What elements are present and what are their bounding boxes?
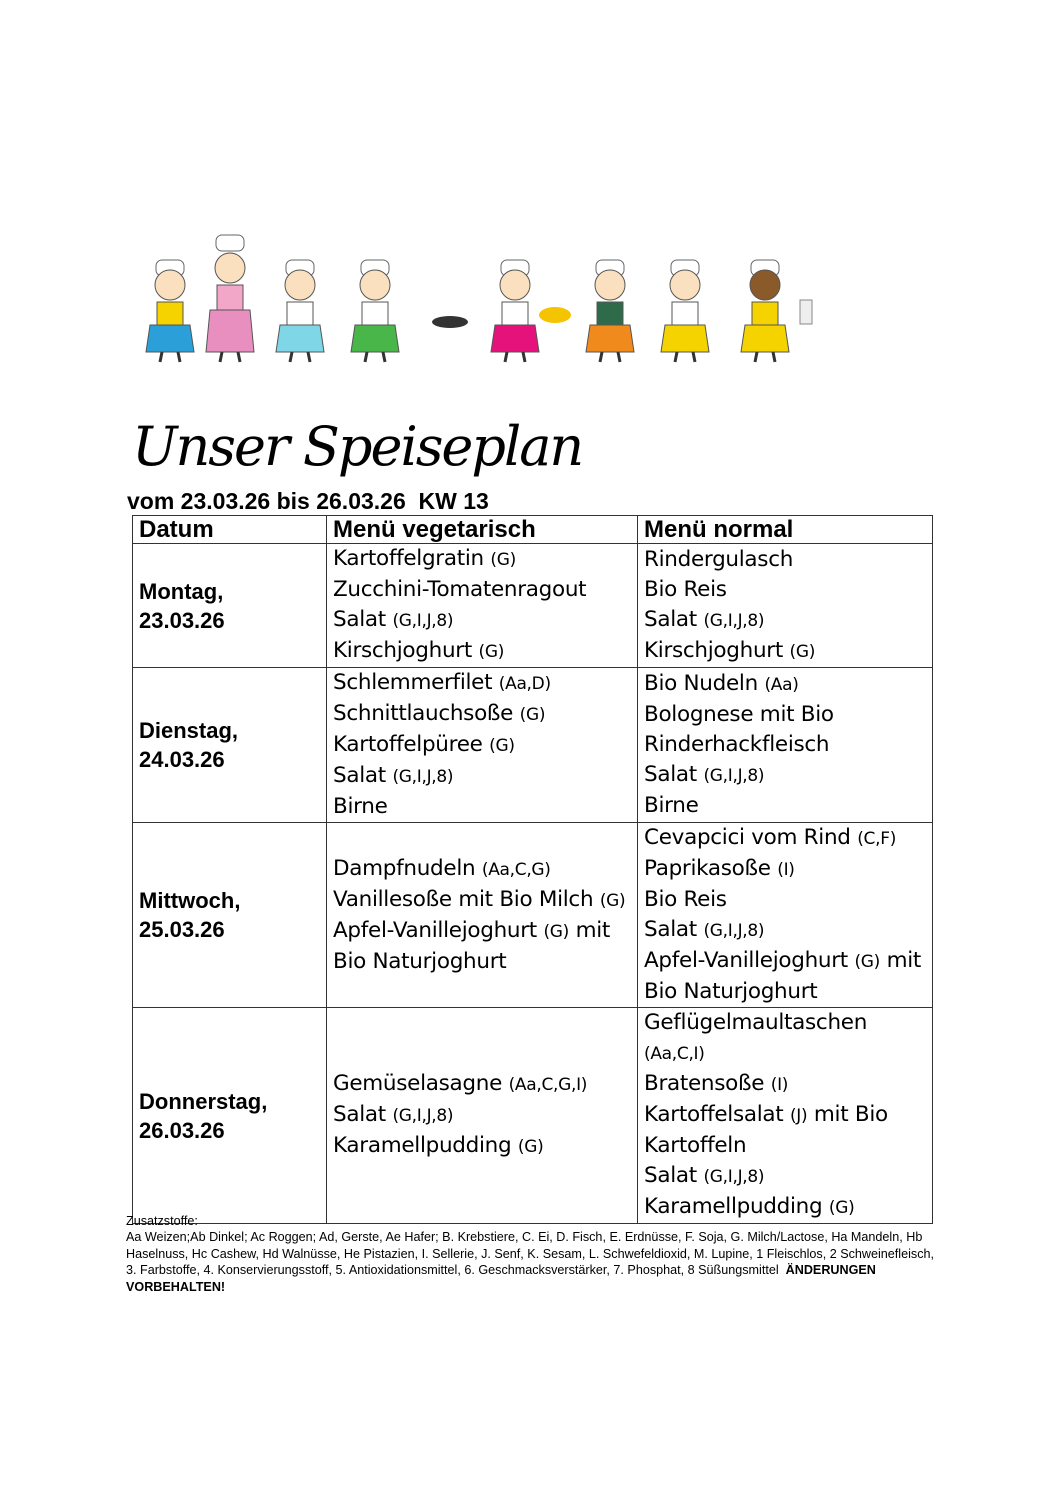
allergen-codes: (G,I,J,8) (392, 1106, 454, 1126)
dish-name: Salat (644, 606, 697, 632)
footnote-notice: ÄNDERUNGEN VORBEHALTEN! (126, 1263, 876, 1294)
menu-item (333, 854, 631, 885)
menu-item (644, 760, 926, 791)
menu-item (644, 885, 926, 915)
allergen-codes: (G) (489, 736, 515, 756)
menu-item (644, 700, 926, 730)
allergen-codes: (Aa,C,I) (644, 1044, 705, 1064)
menu-item (333, 636, 631, 667)
menu-item (333, 761, 631, 792)
allergen-codes: (G) (828, 1198, 855, 1218)
additives-footnote (126, 1213, 936, 1295)
menu-item (644, 545, 926, 575)
normal-menu-cell (638, 668, 933, 823)
dish-name: Bio Nudeln (644, 671, 758, 696)
dish-suffix: mit Bio Kartoffeln (644, 1102, 888, 1158)
footnote-heading: Zusatzstoffe: (126, 1214, 198, 1228)
header-date: Datum (133, 516, 327, 544)
normal-menu-cell (638, 1008, 933, 1224)
allergen-codes: (Aa) (764, 675, 799, 695)
menu-item (644, 823, 926, 854)
day-cell (133, 1008, 327, 1224)
dish-name: Geflügelmaultaschen (644, 1010, 868, 1035)
menu-item (644, 605, 926, 636)
day-cell (133, 823, 327, 1008)
chef-kid (146, 260, 194, 362)
chef-kid (206, 235, 254, 362)
chef-kid (276, 260, 324, 362)
chef-kid (586, 260, 634, 362)
table-header-row (133, 516, 933, 544)
menu-item (644, 575, 926, 605)
day-date: 23.03.26 (139, 607, 225, 633)
day-name: Donnerstag, (139, 1088, 268, 1114)
day-date: 26.03.26 (139, 1117, 225, 1143)
normal-menu-cell (638, 823, 933, 1008)
allergen-codes: (Aa,C,G) (481, 859, 551, 880)
vegetarian-menu-cell (327, 544, 638, 668)
normal-menu-cell (638, 544, 933, 668)
dish-name: Bio Reis (644, 576, 727, 602)
table-row (133, 668, 933, 823)
dish-name: Schlemmerfilet (333, 670, 493, 695)
day-cell (133, 544, 327, 668)
menu-item (644, 1100, 926, 1161)
allergen-codes: (G) (789, 641, 816, 662)
cooking-kids-illustration (130, 230, 830, 370)
dish-name: Kartoffelsalat (644, 1102, 784, 1127)
dish-name: Gemüselasagne (333, 1071, 503, 1096)
allergen-codes: (G,I,J,8) (392, 611, 454, 631)
dish-name: Zucchini-Tomatenragout (333, 577, 587, 602)
dish-suffix: mit Bio Naturjoghurt (333, 917, 611, 974)
menu-item (333, 1100, 631, 1131)
menu-item (333, 699, 631, 730)
day-name: Dienstag, (139, 718, 239, 743)
dish-name: Salat (333, 763, 386, 788)
dish-name: Salat (333, 607, 386, 632)
allergen-codes: (I) (770, 1075, 789, 1095)
menu-item (644, 854, 926, 885)
menu-item (644, 636, 926, 667)
vegetarian-menu-cell (327, 668, 638, 823)
allergen-codes: (G) (478, 642, 505, 662)
allergen-codes: (G,I,J,8) (703, 1167, 765, 1187)
allergen-codes: (G) (519, 705, 546, 725)
dish-name: Kirschjoghurt (644, 637, 783, 663)
allergen-codes: (J) (789, 1106, 808, 1126)
frying-pan-icon (432, 316, 468, 328)
header-vegetarian: Menü vegetarisch (327, 516, 638, 544)
dish-name: Salat (644, 762, 697, 787)
dish-name: Kirschjoghurt (333, 638, 472, 663)
dish-name: Salat (333, 1102, 386, 1127)
header-normal: Menü normal (638, 516, 933, 544)
dish-name: Dampfnudeln (333, 855, 476, 881)
chef-kid (491, 260, 539, 362)
menu-table (132, 515, 933, 1224)
chef-kid (351, 260, 399, 362)
footnote-text: Aa Weizen;Ab Dinkel; Ac Roggen; Ad, Gerste, Ae Hafer; B. Krebstiere, C. Ei, D. Fisch, E. Erdnüsse, F. Soja, G. Milch/Lactose, Ha Mandeln, Hb Haselnuss, Hc Cashew, Hd Walnüsse, He Pistazien, I. Sellerie, J. Senf, K. Sesam, L. Schwefeldioxid, M. Lupine, 1 Fleischlos, 2 Schweinefleisch, 3. Farbstoffe, 4. Konservierungsstoff, 5. Antioxidationsmittel, 6. Geschmacksverstärker, 7. Phosphat, 8 Süßungsmittel (126, 1230, 934, 1278)
dish-name: Karamellpudding (644, 1194, 823, 1219)
menu-item (644, 1161, 926, 1192)
menu-item (333, 575, 631, 605)
allergen-codes: (G) (599, 890, 626, 911)
day-name: Montag, (139, 578, 224, 604)
day-date: 25.03.26 (139, 917, 225, 942)
dish-name: Bio Reis (644, 887, 727, 912)
day-date: 24.03.26 (139, 747, 225, 772)
dish-name: Kartoffelgratin (333, 546, 484, 571)
allergen-codes: (G) (854, 952, 881, 972)
pancake-stack-icon (539, 307, 571, 323)
allergen-codes: (I) (777, 860, 795, 880)
menu-item (644, 915, 926, 946)
allergen-codes: (G,I,J,8) (703, 766, 765, 786)
dish-name: Birne (644, 793, 699, 818)
menu-item (333, 1131, 631, 1162)
menu-item (333, 544, 631, 575)
allergen-codes: (Aa,C,G,I) (508, 1075, 588, 1095)
allergen-codes: (G,I,J,8) (703, 610, 765, 631)
menu-item (333, 1069, 631, 1100)
allergen-codes: (G) (490, 550, 516, 570)
menu-item (333, 792, 631, 822)
table-row (133, 544, 933, 668)
vegetarian-menu-cell (327, 823, 638, 1008)
dish-name: Paprikasoße (644, 856, 771, 881)
dish-name: Apfel-Vanillejoghurt (333, 917, 537, 943)
dish-name: Vanillesoße mit Bio Milch (333, 886, 594, 912)
dish-name: Salat (644, 917, 697, 942)
allergen-codes: (C,F) (857, 829, 897, 849)
dish-name: Cevapcici vom Rind (644, 825, 851, 850)
allergen-codes: (G) (517, 1137, 544, 1157)
allergen-codes: (G,I,J,8) (392, 767, 454, 787)
menu-item (333, 730, 631, 761)
menu-item (644, 1069, 926, 1100)
menu-item (644, 669, 926, 700)
day-name: Mittwoch, (139, 888, 241, 913)
menu-item (333, 916, 631, 977)
allergen-codes: (G) (543, 921, 570, 942)
date-range-subtitle: vom 23.03.26 bis 26.03.26 KW 13 (127, 488, 489, 514)
table-row (133, 1008, 933, 1224)
dish-name: Rindergulasch (644, 546, 794, 572)
dish-name: Salat (644, 1163, 697, 1188)
dish-name: Rinderhackfleisch (644, 732, 830, 757)
dish-name: Bolognese mit Bio (644, 702, 834, 727)
allergen-codes: (Aa,D) (498, 674, 551, 694)
menu-item (333, 885, 631, 916)
menu-item (644, 791, 926, 821)
menu-item (333, 605, 631, 636)
menu-item (644, 730, 926, 760)
vegetarian-menu-cell (327, 1008, 638, 1224)
dish-name: Kartoffelpüree (333, 732, 483, 757)
menu-item (644, 946, 926, 1007)
dish-name: Apfel-Vanillejoghurt (644, 948, 848, 973)
table-row (133, 823, 933, 1008)
chef-kid (661, 260, 709, 362)
day-cell (133, 668, 327, 823)
dish-name: Schnittlauchsoße (333, 701, 514, 726)
dish-suffix: mit Bio Naturjoghurt (644, 948, 922, 1004)
dish-name: Birne (333, 794, 388, 819)
menu-item (644, 1008, 926, 1069)
allergen-codes: (G,I,J,8) (703, 921, 765, 941)
dish-name: Bratensoße (644, 1071, 765, 1096)
milk-bottle-icon (800, 300, 812, 324)
dish-name: Karamellpudding (333, 1133, 512, 1158)
menu-item (333, 668, 631, 699)
chef-kid (741, 260, 789, 362)
page-title: Unser Speiseplan (132, 415, 583, 478)
